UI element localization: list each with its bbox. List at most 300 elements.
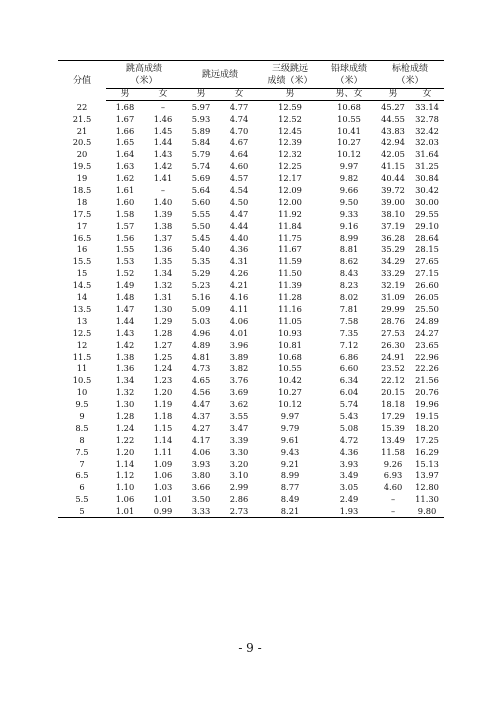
subheader-long-jump-male: 男 — [182, 89, 220, 101]
cell-javelin-female: 28.15 — [415, 244, 439, 255]
cell-shot-put: 9.33 — [339, 208, 359, 219]
cell-high-jump-male: 1.28 — [115, 410, 135, 421]
subheader-shot-put-all: 男、女 — [322, 89, 376, 101]
subheader-high-jump-female: 女 — [144, 89, 182, 101]
header-long-jump — [182, 61, 258, 89]
cell-long-jump-male: 4.17 — [191, 434, 211, 445]
cell-javelin-male: 33.29 — [381, 268, 405, 279]
cell-javelin-female: 29.55 — [415, 208, 439, 219]
table-row — [58, 470, 444, 482]
header-shot-put — [322, 61, 376, 89]
cell-high-jump-male: 1.67 — [115, 113, 135, 124]
cell-high-jump-male: 1.64 — [115, 149, 135, 160]
cell-high-jump-male: 1.58 — [115, 208, 135, 219]
cell-javelin-male: 6.93 — [383, 470, 403, 481]
cell-high-jump-male: 1.20 — [115, 446, 135, 457]
cell-score: 19 — [76, 173, 88, 184]
header-high-jump-title: 跳高成绩 — [126, 63, 163, 74]
cell-javelin-female: 32.03 — [415, 137, 439, 148]
header-high-jump-unit: （米） — [130, 75, 158, 86]
cell-triple-jump-male: 8.21 — [258, 505, 322, 517]
cell-javelin-female: 27.65 — [415, 256, 439, 267]
cell-javelin-male: 37.19 — [381, 220, 405, 231]
cell-long-jump-male: 5.35 — [191, 256, 211, 267]
cell-long-jump-male: 5.74 — [191, 161, 211, 172]
cell-score: 8.5 — [75, 422, 89, 433]
cell-long-jump-female: 4.74 — [229, 113, 249, 124]
cell-high-jump-female: 1.39 — [153, 208, 173, 219]
cell-shot-put: 7.35 — [339, 327, 359, 338]
cell-javelin-female: 9.80 — [410, 505, 444, 517]
cell-long-jump-female: 4.01 — [229, 327, 249, 338]
cell-shot-put: 8.62 — [339, 256, 359, 267]
cell-javelin-male: 39.72 — [381, 185, 405, 196]
cell-shot-put: 8.02 — [339, 292, 359, 303]
cell-high-jump-male: 1.10 — [115, 482, 135, 493]
cell-javelin-female: 22.26 — [415, 363, 439, 374]
cell-shot-put: 10.55 — [337, 113, 361, 124]
cell-score: 10 — [76, 387, 88, 398]
cell-high-jump-male: 1.43 — [115, 327, 135, 338]
cell-long-jump-male: 5.45 — [191, 232, 211, 243]
table-row — [58, 339, 444, 351]
cell-high-jump-female: 1.45 — [153, 125, 173, 136]
cell-high-jump-female: 1.14 — [153, 434, 173, 445]
cell-score: 5 — [58, 505, 106, 517]
cell-triple-jump-male: 11.16 — [278, 303, 302, 314]
cell-long-jump-male: 3.66 — [191, 482, 211, 493]
cell-high-jump-male: 1.32 — [115, 387, 135, 398]
cell-triple-jump-male: 10.93 — [278, 327, 302, 338]
cell-score: 6 — [79, 482, 85, 493]
score-table-body — [58, 101, 444, 518]
cell-javelin-female: 32.42 — [415, 125, 439, 136]
cell-high-jump-female: 1.06 — [153, 470, 173, 481]
cell-long-jump-male: 5.97 — [191, 101, 211, 112]
subheader-high-jump-male: 男 — [106, 89, 144, 101]
cell-high-jump-male: 1.62 — [115, 173, 135, 184]
cell-long-jump-male: 5.50 — [191, 220, 211, 231]
table-row — [58, 398, 444, 410]
table-row — [58, 482, 444, 494]
cell-triple-jump-male: 9.43 — [280, 446, 300, 457]
cell-shot-put: 4.36 — [339, 446, 359, 457]
cell-high-jump-female: 1.40 — [153, 196, 173, 207]
cell-javelin-male: 23.52 — [381, 363, 405, 374]
cell-triple-jump-male: 10.42 — [278, 375, 302, 386]
table-row — [58, 291, 444, 303]
cell-shot-put: 8.81 — [339, 244, 359, 255]
cell-score: 17.5 — [72, 208, 92, 219]
table-row — [58, 196, 444, 208]
cell-score: 5.5 — [75, 494, 89, 505]
cell-long-jump-male: 5.69 — [191, 173, 211, 184]
cell-score: 11 — [76, 363, 88, 374]
table-row — [58, 374, 444, 386]
table-row — [58, 386, 444, 398]
cell-long-jump-female: 4.16 — [229, 292, 249, 303]
cell-score: 6.5 — [75, 470, 89, 481]
cell-long-jump-male: 4.89 — [191, 339, 211, 350]
table-row — [58, 351, 444, 363]
cell-shot-put: 8.43 — [339, 268, 359, 279]
cell-triple-jump-male: 12.00 — [278, 196, 302, 207]
cell-high-jump-male: 1.52 — [115, 268, 135, 279]
cell-score: 19.5 — [72, 161, 92, 172]
cell-javelin-female: 11.30 — [415, 494, 439, 505]
cell-shot-put: 9.97 — [339, 161, 359, 172]
cell-high-jump-male: 1.22 — [115, 434, 135, 445]
table-row — [58, 363, 444, 375]
subheader-javelin-female: 女 — [410, 89, 444, 101]
cell-javelin-female: 33.14 — [415, 101, 439, 112]
cell-javelin-female: 30.84 — [415, 173, 439, 184]
cell-triple-jump-male: 10.81 — [278, 339, 302, 350]
cell-long-jump-female: 4.11 — [229, 303, 249, 314]
cell-javelin-male: 42.94 — [381, 137, 405, 148]
cell-javelin-male: 13.49 — [381, 434, 405, 445]
cell-score: 13.5 — [72, 303, 92, 314]
cell-shot-put: 5.43 — [339, 410, 359, 421]
cell-long-jump-male: 5.55 — [191, 208, 211, 219]
cell-shot-put: 6.86 — [339, 351, 359, 362]
cell-triple-jump-male: 11.75 — [278, 232, 302, 243]
table-row — [58, 137, 444, 149]
cell-long-jump-male: 4.06 — [191, 446, 211, 457]
cell-high-jump-female: 1.42 — [153, 161, 173, 172]
cell-long-jump-male: 5.23 — [191, 280, 211, 291]
cell-high-jump-male: 1.49 — [115, 280, 135, 291]
cell-javelin-female: 20.76 — [415, 387, 439, 398]
cell-shot-put: 8.99 — [339, 232, 359, 243]
cell-high-jump-female: 1.46 — [153, 113, 173, 124]
cell-javelin-male: 34.29 — [381, 256, 405, 267]
cell-high-jump-male: 1.47 — [115, 303, 135, 314]
score-table — [58, 60, 444, 518]
cell-triple-jump-male: 11.84 — [278, 220, 302, 231]
cell-high-jump-male: 1.36 — [115, 363, 135, 374]
table-row — [58, 422, 444, 434]
cell-long-jump-male: 3.50 — [191, 494, 211, 505]
cell-score: 15 — [76, 268, 88, 279]
cell-shot-put: 3.49 — [339, 470, 359, 481]
cell-high-jump-male: 1.34 — [115, 375, 135, 386]
cell-long-jump-female: 3.39 — [229, 434, 249, 445]
cell-high-jump-female: 1.20 — [153, 387, 173, 398]
cell-long-jump-female: 3.82 — [229, 363, 249, 374]
cell-javelin-male: 28.76 — [381, 315, 405, 326]
cell-long-jump-female: 4.67 — [229, 137, 249, 148]
table-row — [58, 303, 444, 315]
cell-shot-put: 7.12 — [339, 339, 359, 350]
cell-score: 9 — [79, 410, 85, 421]
cell-javelin-female: 30.42 — [415, 185, 439, 196]
cell-high-jump-female: 1.37 — [153, 232, 173, 243]
cell-high-jump-female: 1.03 — [153, 482, 173, 493]
cell-high-jump-male: 1.14 — [115, 458, 135, 469]
cell-long-jump-male: 4.73 — [191, 363, 211, 374]
cell-triple-jump-male: 11.59 — [278, 256, 302, 267]
cell-high-jump-female: 1.24 — [153, 363, 173, 374]
cell-shot-put: 7.58 — [339, 315, 359, 326]
cell-shot-put: 8.23 — [339, 280, 359, 291]
cell-score: 12.5 — [72, 327, 92, 338]
header-javelin — [376, 61, 444, 89]
cell-javelin-female: 18.20 — [415, 422, 439, 433]
cell-high-jump-male: 1.38 — [115, 351, 135, 362]
cell-javelin-male: 4.60 — [383, 482, 403, 493]
cell-shot-put: 5.74 — [339, 399, 359, 410]
cell-triple-jump-male: 11.28 — [278, 292, 302, 303]
cell-score: 21.5 — [72, 113, 92, 124]
cell-long-jump-female: 3.96 — [229, 339, 249, 350]
cell-triple-jump-male: 9.21 — [280, 458, 300, 469]
cell-high-jump-female: 1.01 — [153, 494, 173, 505]
cell-high-jump-female: – — [160, 101, 166, 112]
cell-triple-jump-male: 12.32 — [278, 149, 302, 160]
cell-triple-jump-male: 12.25 — [278, 161, 302, 172]
cell-score: 11.5 — [72, 351, 92, 362]
cell-shot-put: 3.05 — [339, 482, 359, 493]
table-row — [58, 458, 444, 470]
cell-long-jump-male: 5.03 — [191, 315, 211, 326]
cell-long-jump-female: 3.89 — [229, 351, 249, 362]
cell-score: 20 — [76, 149, 88, 160]
cell-javelin-male: 22.12 — [381, 375, 405, 386]
cell-triple-jump-male: 10.12 — [278, 399, 302, 410]
cell-high-jump-male: 1.60 — [115, 196, 135, 207]
cell-javelin-male: 31.09 — [381, 292, 405, 303]
table-row — [58, 434, 444, 446]
header-javelin-unit: （米） — [396, 75, 424, 86]
cell-javelin-male: 29.99 — [381, 303, 405, 314]
header-triple-jump-unit: 成绩（米） — [267, 75, 313, 86]
cell-javelin-male: 40.44 — [381, 173, 405, 184]
cell-long-jump-male: 5.40 — [191, 244, 211, 255]
cell-high-jump-female: 1.25 — [153, 351, 173, 362]
cell-high-jump-female: 1.09 — [153, 458, 173, 469]
cell-javelin-male: – — [376, 505, 410, 517]
cell-long-jump-female: 3.69 — [229, 387, 249, 398]
cell-long-jump-female: 4.47 — [229, 208, 249, 219]
table-row — [58, 327, 444, 339]
cell-long-jump-female: 4.26 — [229, 268, 249, 279]
cell-score: 16.5 — [72, 232, 92, 243]
cell-triple-jump-male: 10.55 — [278, 363, 302, 374]
cell-score: 21 — [76, 125, 88, 136]
cell-high-jump-female: 1.41 — [153, 173, 173, 184]
header-shot-put-title: 铅球成绩 — [331, 63, 368, 74]
cell-long-jump-female: 4.44 — [229, 220, 249, 231]
table-row — [58, 184, 444, 196]
header-high-jump — [106, 61, 182, 89]
cell-shot-put: 10.68 — [337, 101, 361, 112]
cell-javelin-male: 32.19 — [381, 280, 405, 291]
cell-shot-put: 9.16 — [339, 220, 359, 231]
cell-javelin-male: 18.18 — [381, 399, 405, 410]
cell-shot-put: 7.81 — [339, 303, 359, 314]
cell-javelin-female: 12.80 — [415, 482, 439, 493]
cell-long-jump-male: 5.16 — [191, 292, 211, 303]
table-row — [58, 446, 444, 458]
cell-shot-put: 10.12 — [337, 149, 361, 160]
cell-long-jump-female: 4.06 — [229, 315, 249, 326]
table-row — [58, 410, 444, 422]
cell-long-jump-female: 4.77 — [229, 101, 249, 112]
cell-score: 7 — [79, 458, 85, 469]
cell-long-jump-female: 4.60 — [229, 161, 249, 172]
cell-score: 8 — [79, 434, 85, 445]
header-triple-jump — [258, 61, 322, 89]
cell-high-jump-male: 1.42 — [115, 339, 135, 350]
cell-javelin-female: 19.15 — [415, 410, 439, 421]
cell-high-jump-male: 1.12 — [115, 470, 135, 481]
cell-javelin-male: 24.91 — [381, 351, 405, 362]
cell-long-jump-female: 4.36 — [229, 244, 249, 255]
cell-high-jump-male: 1.06 — [115, 494, 135, 505]
cell-long-jump-female: 2.99 — [229, 482, 249, 493]
cell-high-jump-female: 1.29 — [153, 315, 173, 326]
cell-high-jump-female: 1.31 — [153, 292, 173, 303]
cell-long-jump-male: 4.81 — [191, 351, 211, 362]
cell-javelin-male: 26.30 — [381, 339, 405, 350]
cell-triple-jump-male: 11.92 — [278, 208, 302, 219]
cell-javelin-male: 11.58 — [381, 446, 405, 457]
cell-score: 12 — [76, 339, 88, 350]
cell-score: 15.5 — [72, 256, 92, 267]
table-row — [58, 101, 444, 113]
cell-triple-jump-male: 10.27 — [278, 387, 302, 398]
cell-shot-put: 9.50 — [339, 196, 359, 207]
cell-javelin-male: 42.05 — [381, 149, 405, 160]
cell-high-jump-female: 1.23 — [153, 375, 173, 386]
cell-high-jump-male: 1.24 — [115, 422, 135, 433]
cell-shot-put: 10.41 — [337, 125, 361, 136]
cell-long-jump-male: 4.27 — [191, 422, 211, 433]
cell-long-jump-male: 5.79 — [191, 149, 211, 160]
cell-high-jump-female: 1.36 — [153, 244, 173, 255]
cell-score: 13 — [76, 315, 88, 326]
cell-high-jump-female: 1.18 — [153, 410, 173, 421]
cell-long-jump-female: 4.40 — [229, 232, 249, 243]
cell-score: 18 — [76, 196, 88, 207]
cell-long-jump-male: 5.84 — [191, 137, 211, 148]
cell-high-jump-female: 0.99 — [144, 505, 182, 517]
cell-shot-put: 6.04 — [339, 387, 359, 398]
cell-high-jump-male: 1.68 — [115, 101, 135, 112]
cell-long-jump-male: 4.47 — [191, 399, 211, 410]
cell-triple-jump-male: 8.99 — [280, 470, 300, 481]
cell-javelin-male: 41.15 — [381, 161, 405, 172]
cell-high-jump-male: 1.48 — [115, 292, 135, 303]
cell-javelin-female: 22.96 — [415, 351, 439, 362]
subheader-long-jump-female: 女 — [220, 89, 258, 101]
cell-high-jump-female: 1.28 — [153, 327, 173, 338]
cell-shot-put: 5.08 — [339, 422, 359, 433]
cell-high-jump-female: 1.19 — [153, 399, 173, 410]
cell-long-jump-female: 3.10 — [229, 470, 249, 481]
cell-shot-put: 6.34 — [339, 375, 359, 386]
cell-javelin-male: 15.39 — [381, 422, 405, 433]
table-row — [58, 208, 444, 220]
cell-triple-jump-male: 11.39 — [278, 280, 302, 291]
cell-javelin-male: 39.00 — [381, 196, 405, 207]
cell-triple-jump-male: 9.61 — [280, 434, 300, 445]
cell-long-jump-female: 4.70 — [229, 125, 249, 136]
cell-high-jump-female: 1.35 — [153, 256, 173, 267]
table-row — [58, 244, 444, 256]
cell-triple-jump-male: 11.50 — [278, 268, 302, 279]
cell-long-jump-male: 5.93 — [191, 113, 211, 124]
cell-long-jump-male: 3.93 — [191, 458, 211, 469]
cell-triple-jump-male: 12.09 — [278, 185, 302, 196]
cell-shot-put: 4.72 — [339, 434, 359, 445]
table-row — [58, 315, 444, 327]
subheader-triple-jump-male: 男 — [258, 89, 322, 101]
cell-triple-jump-male: 12.59 — [278, 101, 302, 112]
cell-score: 22 — [76, 101, 88, 112]
page-number: - 9 - — [238, 641, 262, 655]
cell-long-jump-male: 5.09 — [191, 303, 211, 314]
cell-high-jump-female: 1.34 — [153, 268, 173, 279]
cell-high-jump-female: 1.27 — [153, 339, 173, 350]
cell-high-jump-male: 1.65 — [115, 137, 135, 148]
cell-javelin-male: 20.15 — [381, 387, 405, 398]
table-row — [58, 232, 444, 244]
cell-score: 14.5 — [72, 280, 92, 291]
cell-long-jump-female: 2.73 — [220, 505, 258, 517]
cell-triple-jump-male: 9.79 — [280, 422, 300, 433]
cell-score: 16 — [76, 244, 88, 255]
cell-javelin-male: – — [390, 494, 396, 505]
subheader-javelin-male: 男 — [376, 89, 410, 101]
cell-long-jump-female: 3.76 — [229, 375, 249, 386]
table-row — [58, 505, 444, 517]
cell-javelin-female: 19.96 — [415, 399, 439, 410]
cell-javelin-male: 44.55 — [381, 113, 405, 124]
cell-long-jump-male: 5.89 — [191, 125, 211, 136]
cell-high-jump-male: 1.56 — [115, 232, 135, 243]
table-row — [58, 493, 444, 505]
cell-high-jump-female: 1.11 — [153, 446, 173, 457]
cell-high-jump-female: 1.15 — [153, 422, 173, 433]
cell-long-jump-female: 3.20 — [229, 458, 249, 469]
cell-javelin-female: 30.00 — [415, 196, 439, 207]
cell-javelin-female: 31.64 — [415, 149, 439, 160]
cell-javelin-male: 9.26 — [383, 458, 403, 469]
cell-long-jump-male: 4.56 — [191, 387, 211, 398]
cell-javelin-male: 38.10 — [381, 208, 405, 219]
cell-long-jump-female: 4.64 — [229, 149, 249, 160]
cell-shot-put: 10.27 — [337, 137, 361, 148]
cell-shot-put: 6.60 — [339, 363, 359, 374]
cell-long-jump-female: 4.54 — [229, 185, 249, 196]
cell-javelin-female: 28.64 — [415, 232, 439, 243]
cell-score: 14 — [76, 292, 88, 303]
table-row — [58, 172, 444, 184]
cell-javelin-female: 32.78 — [415, 113, 439, 124]
cell-javelin-female: 23.65 — [415, 339, 439, 350]
cell-javelin-female: 17.25 — [415, 434, 439, 445]
cell-javelin-female: 13.97 — [415, 470, 439, 481]
cell-triple-jump-male: 8.49 — [280, 494, 300, 505]
cell-javelin-female: 21.56 — [415, 375, 439, 386]
cell-shot-put: 9.66 — [339, 185, 359, 196]
cell-high-jump-male: 1.66 — [115, 125, 135, 136]
cell-javelin-female: 29.10 — [415, 220, 439, 231]
cell-triple-jump-male: 8.77 — [280, 482, 300, 493]
cell-shot-put: 9.82 — [339, 173, 359, 184]
